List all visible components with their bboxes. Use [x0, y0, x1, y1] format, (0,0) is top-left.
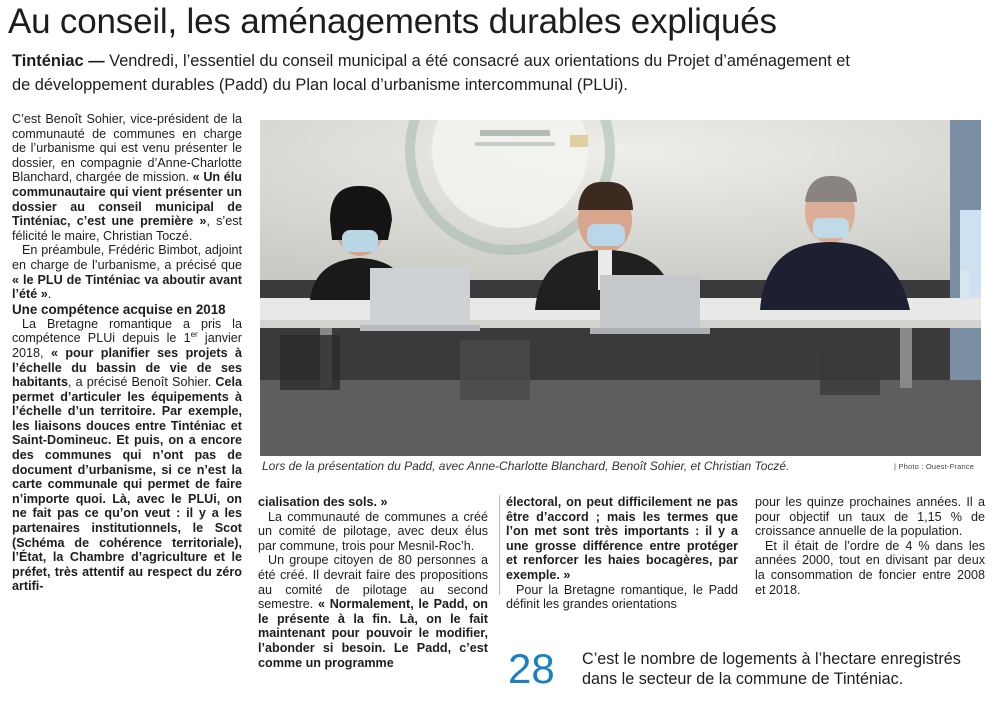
paragraph: [12, 243, 242, 301]
chapo-text: Vendredi, l’essentiel du conseil municipal a été consacré aux orientations du Projet d’aménagement et de développement durables (Padd) du Plan local d’urbanisme intercommunal (PLUi).: [12, 52, 850, 94]
fact-text: C’est le nombre de logements à l’hectare enregistrés dans le secteur de la commune de Tinténiac.: [582, 650, 961, 688]
paragraph: Et il était de l’ordre de 4 % dans les années 2000, tout en divisant par deux la consommation de foncier entre 2008 et 2018.: [755, 538, 985, 597]
text-run: , s’est félicité le maire, Christian Toczé.: [12, 214, 242, 243]
quote: « Normalement, le Padd, on le présente à la fin. Là, on le fait maintenant pour pouvoir le modifier, l’abonder si besoin. Le Padd, c’est comme un programme: [258, 597, 488, 670]
text-run: C’est Benoît Sohier, vice-président de la communauté de communes en charge de l’urbanisme qui est venu présenter le dossier, en compagnie d’Anne-Charlotte Blanchard, chargée de mission.: [12, 112, 242, 185]
column-1: [12, 112, 242, 594]
column-4: [755, 495, 985, 597]
quote: électoral, on peut difficilement ne pas être d’accord ; mais les termes que l’on met sont très importants : il y a une grosse différence entre protéger et renforcer les haies bocagères, par exemple. »: [506, 495, 738, 582]
text-run: Un groupe citoyen de 80 personnes a été créé. Il devrait faire des propositions au comité de pilotage au second semestre.: [258, 553, 488, 612]
text-run: .: [47, 287, 52, 302]
headline: Au conseil, les aménagements durables expliqués: [8, 2, 777, 41]
paragraph: [12, 112, 242, 243]
paragraph: La communauté de communes a créé un comité de pilotage, avec deux élus par commune, trois pour Mesnil-Roc’h.: [258, 509, 488, 553]
quote: Cela permet d’articuler les équipements à l’échelle d’un territoire. Par exemple, les liaisons douces entre Tinténiac et Saint-Domineuc. Et puis, on a encore des communes qui n’ont pas de document d’urbanisme, si ce n’est la carte communale qui permet de faire n’importe quoi. Là, avec le PLUi, on ne fait pas ce qu’on veut : il y a les partenaires institutionnels, le Scot (Schéma de cohérence territoriale), l’État, la Chambre d’agriculture et le préfet, très attentif au respect du zéro artifi-: [12, 375, 242, 594]
paragraph: [258, 553, 488, 670]
quote: « Un élu communautaire qui vient présenter un dossier au conseil municipal de Tinténiac, c’est une première »: [12, 170, 242, 229]
column-divider: [499, 495, 500, 595]
fact-number: 28: [508, 645, 555, 692]
superscript: er: [190, 330, 198, 340]
paragraph: pour les quinze prochaines années. Il a pour objectif un taux de 1,15 % de croissance annuelle de la population.: [755, 495, 985, 539]
photo-caption: Lors de la présentation du Padd, avec Anne-Charlotte Blanchard, Benoît Sohier, et Christian Toczé.: [262, 459, 790, 473]
paragraph: Pour la Bretagne romantique, le Padd définit les grandes orientations: [506, 582, 738, 612]
column-3: [506, 495, 738, 612]
quote: cialisation des sols. »: [258, 495, 388, 509]
photo-credit: | Photo : Ouest-France: [894, 462, 975, 471]
quote: « le PLU de Tinténiac va aboutir avant l’été »: [12, 272, 242, 302]
text-run: janvier 2018,: [12, 331, 242, 360]
chapo-place: Tinténiac —: [12, 52, 105, 70]
text-run: En préambule, Frédéric Bimbot, adjoint en charge de l’urbanisme, a précisé que: [12, 243, 242, 272]
article-photo: [260, 120, 981, 456]
column-2: [258, 495, 488, 670]
text-run: , a précisé Benoît Sohier.: [67, 375, 216, 390]
quote: « pour planifier ses projets à l’échelle du bassin de vie de ses habitants: [12, 345, 243, 390]
paragraph: [258, 495, 488, 510]
paragraph: [506, 495, 738, 583]
meeting-photo-illustration: [260, 120, 981, 456]
paragraph: [12, 317, 242, 594]
text-run: La Bretagne romantique a pris la compétence PLUi depuis le 1: [12, 316, 242, 346]
subheading: Une compétence acquise en 2018: [12, 301, 226, 317]
chapo: [12, 49, 872, 97]
